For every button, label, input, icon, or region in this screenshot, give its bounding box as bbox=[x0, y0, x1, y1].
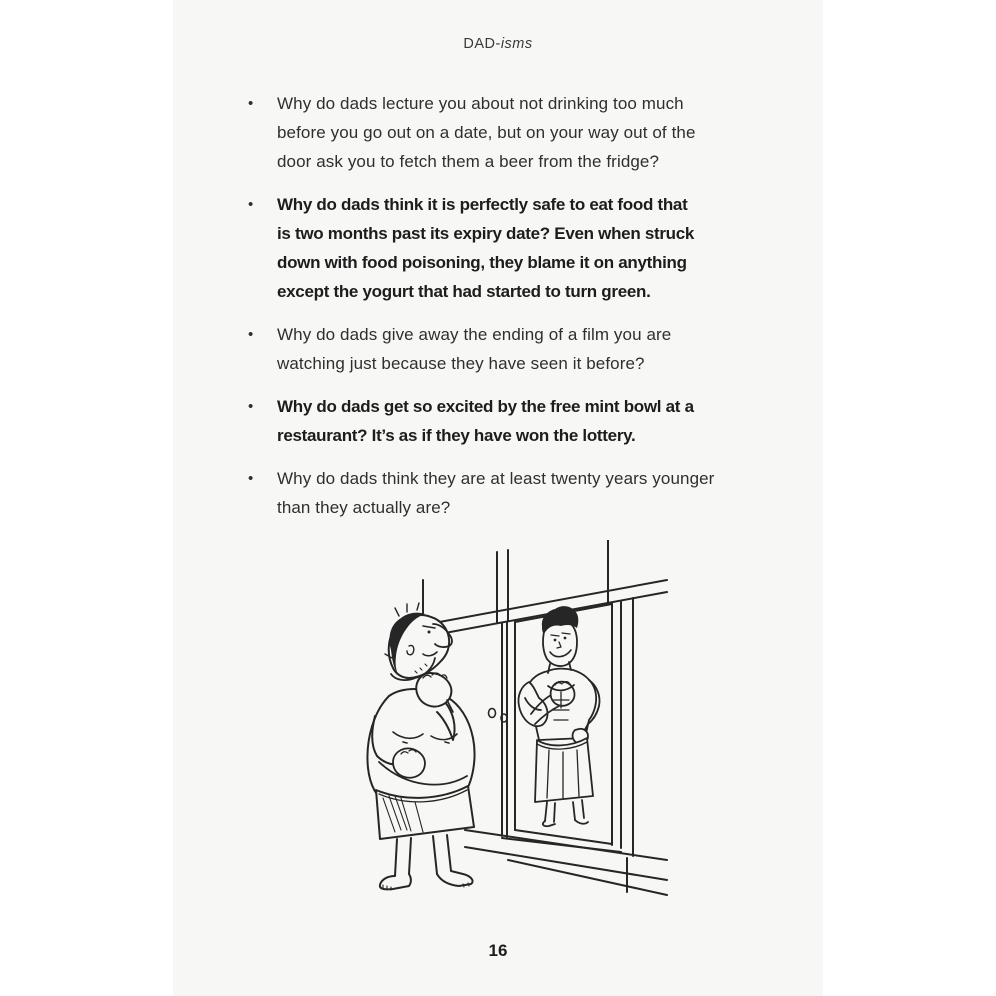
list-item-text bbox=[277, 320, 671, 378]
text-line: door ask you to fetch them a beer from the fridge? bbox=[277, 152, 660, 171]
door-knob bbox=[489, 709, 496, 718]
text-line: Why do dads think it is perfectly safe to eat food that bbox=[277, 195, 688, 214]
text-line: watching just because they have seen it before? bbox=[277, 354, 645, 373]
text-line: Why do dads think they are at least twenty years younger bbox=[277, 469, 715, 488]
reflection-muscular-man bbox=[518, 606, 599, 826]
list-item bbox=[248, 89, 714, 176]
text-line: down with food poisoning, they blame it on anything bbox=[277, 253, 687, 272]
chubby-man bbox=[367, 603, 474, 890]
list-item-text bbox=[277, 89, 696, 176]
list-item bbox=[248, 320, 714, 378]
list-item-text bbox=[277, 464, 714, 522]
list-item bbox=[248, 392, 714, 450]
page-number: 16 bbox=[488, 941, 508, 960]
running-header-prefix: DAD- bbox=[463, 36, 501, 52]
text-line: restaurant? It’s as if they have won the lottery. bbox=[277, 426, 636, 445]
text-line: than they actually are? bbox=[277, 498, 451, 517]
running-header bbox=[173, 36, 823, 52]
text-line: Why do dads lecture you about not drinking too much bbox=[277, 94, 684, 113]
bullet-list bbox=[248, 89, 714, 536]
text-line: Why do dads give away the ending of a film you are bbox=[277, 325, 672, 344]
running-header-suffix: isms bbox=[500, 36, 533, 52]
list-item bbox=[248, 464, 714, 522]
book-page bbox=[173, 0, 823, 996]
text-line: Why do dads get so excited by the free mint bowl at a bbox=[277, 397, 694, 416]
list-item-text bbox=[277, 392, 694, 450]
list-item-text bbox=[277, 190, 694, 306]
illustration-man-mirror bbox=[345, 540, 675, 920]
list-item bbox=[248, 190, 714, 306]
bullet-icon: • bbox=[248, 470, 254, 487]
bullet-icon: • bbox=[248, 95, 254, 112]
bullet-icon: • bbox=[248, 398, 254, 415]
bullet-icon: • bbox=[248, 196, 254, 213]
text-line: before you go out on a date, but on your way out of the bbox=[277, 123, 696, 142]
text-line: except the yogurt that had started to turn green. bbox=[277, 282, 651, 301]
bullet-icon: • bbox=[248, 326, 254, 343]
illustration-svg bbox=[345, 540, 675, 920]
text-line: is two months past its expiry date? Even when struck bbox=[277, 224, 695, 243]
